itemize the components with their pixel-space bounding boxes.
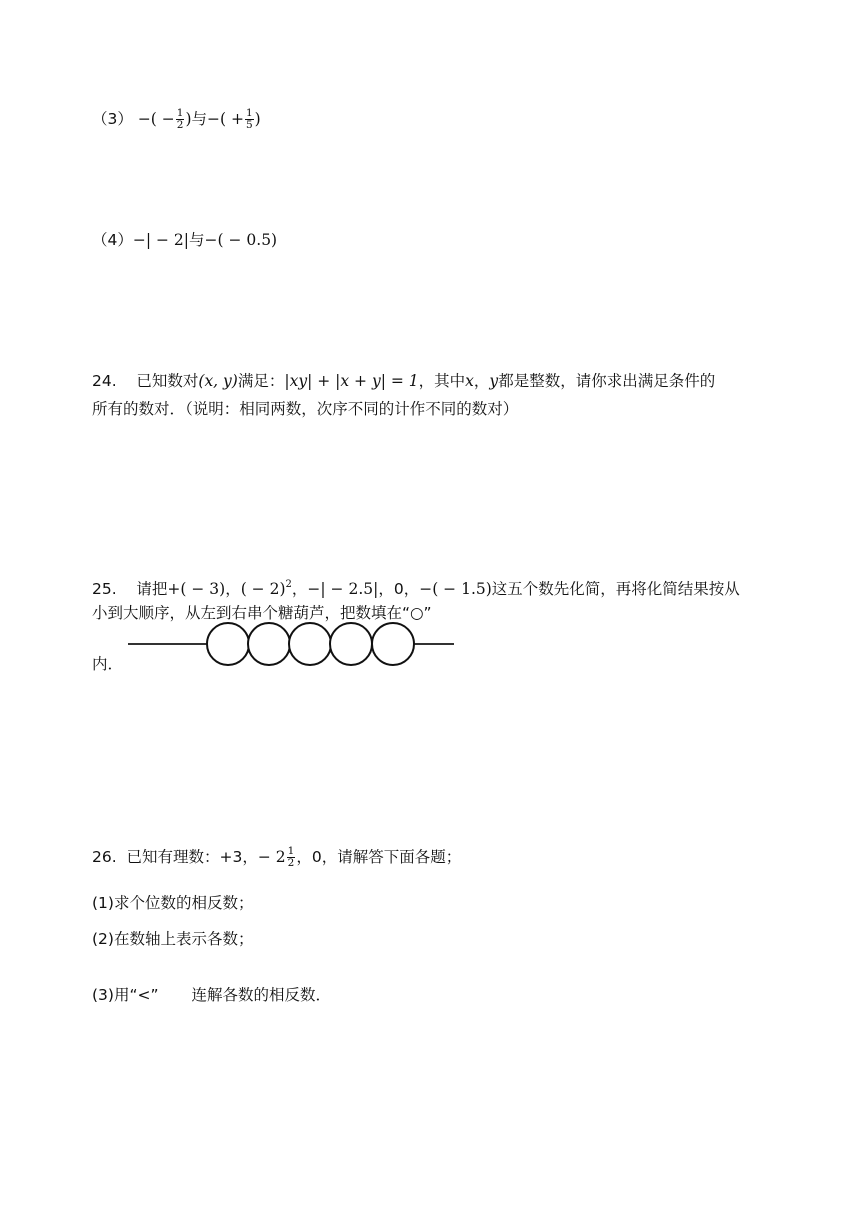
answer-circle-5 (372, 623, 414, 665)
q25-text-2: 这五个数先化简，再将化简结果按从 (491, 580, 740, 598)
q23-part3-and: 与 (191, 110, 208, 128)
q24-math-y: y (489, 372, 499, 390)
fraction-denominator: 5 (245, 119, 253, 131)
q23-part3-fraction-a (176, 108, 185, 131)
q26-part3 (92, 984, 331, 1006)
q26-part2: (2)在数轴上表示各数； (92, 930, 254, 948)
fraction-numerator: 1 (245, 107, 253, 119)
q26-text-1: 已知有理数：+3， (126, 848, 258, 866)
answer-circle-1 (207, 623, 249, 665)
q25-comma-2: ， (291, 580, 308, 598)
q24-text-4: ， (473, 372, 490, 390)
q23-part3-expr-a-suffix: ) (185, 110, 192, 128)
q25-math-2-base: ( − 2) (240, 580, 286, 598)
q24-text-1: 已知数对 (136, 372, 199, 390)
q25-text-1: 请把 (136, 580, 168, 598)
fraction-numerator: 1 (176, 107, 184, 119)
q23-part4-expr-b: −( − 0.5) (204, 231, 278, 249)
q26-number: 26. (92, 848, 117, 866)
q25-number: 25. (92, 580, 117, 598)
q25-line2: 小到大顺序，从左到右串个糖葫芦，把数填在“○” (92, 604, 432, 622)
q23-part4-label: （4） (92, 231, 133, 249)
q24-text-3: ，其中 (418, 372, 466, 390)
q26-text-2: ，0，请解答下面各题； (296, 848, 462, 866)
q23-part3 (92, 108, 261, 131)
q24-math-equation: |xy| + |x + y| = 1 (284, 372, 419, 390)
q23-part3-expr-b-suffix: ) (254, 110, 261, 128)
q24-line2: 所有的数对．（说明：相同两数，次序不同的计作不同的数对） (92, 400, 519, 418)
q23-part4-expr-a: −| − 2| (132, 231, 190, 249)
answer-circle-3 (289, 623, 331, 665)
q26-fraction-half (287, 846, 296, 869)
q23-part3-expr-b-prefix: −( + (207, 110, 244, 128)
q26-part1: (1)求个位数的相反数； (92, 894, 254, 912)
q26-math-minus-two: − 2 (257, 848, 286, 866)
q23-part3-fraction-b (245, 108, 254, 131)
q24-text-2: 满足： (237, 372, 285, 390)
q25-math-3: −| − 2.5| (307, 580, 379, 598)
fraction-numerator: 1 (287, 845, 295, 857)
q24-math-x: x (465, 372, 474, 390)
q25-math-2-exponent: 2 (285, 579, 292, 590)
candied-haws-figure (128, 620, 458, 672)
fraction-denominator: 2 (176, 119, 184, 131)
q25-line1 (92, 574, 740, 600)
q25-math-1: +( − 3) (167, 580, 226, 598)
q23-part4-and: 与 (189, 231, 205, 249)
q24-line1 (92, 370, 715, 392)
q26-part3-text-a: (3)用“<” (92, 986, 159, 1004)
q26-part3-text-b: 连解各数的相反数． (191, 986, 331, 1004)
q23-part3-expr-a-prefix: −( − (137, 110, 175, 128)
q25-comma-3: ，0， (378, 580, 420, 598)
q26-line1 (92, 846, 461, 869)
answer-circle-4 (330, 623, 372, 665)
q25-line3: 内． (92, 655, 124, 673)
q24-math-pair: (x, y) (198, 372, 238, 390)
q24-number: 24. (92, 372, 117, 390)
q24-text-5: 都是整数，请你求出满足条件的 (498, 372, 716, 390)
q23-part3-label: （3） (92, 110, 133, 128)
q25-comma-1: ， (225, 580, 241, 598)
fraction-denominator: 2 (287, 857, 295, 869)
q25-math-4: −( − 1.5) (419, 580, 492, 598)
answer-circle-2 (248, 623, 290, 665)
q23-part4 (92, 229, 277, 251)
